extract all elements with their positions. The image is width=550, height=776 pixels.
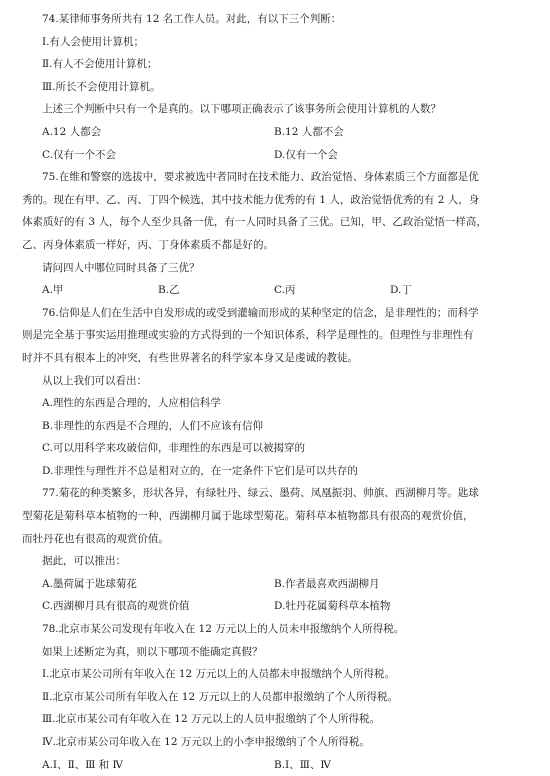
- q75-option-a[interactable]: A.甲: [42, 284, 64, 297]
- q75-option-d[interactable]: D.丁: [390, 284, 412, 297]
- q75-line-2: 秀的。现在有甲、乙、丙、丁四个候选，其中技术能力优秀的有 1 人，政治觉悟优秀的有 2 人，身: [22, 193, 480, 206]
- q76-line-2: 则是完全基于事实运用推理或实验的方式得到的一个知识体系，科学是理性的。但理性与非理性有: [22, 329, 474, 342]
- q75-options-row: [22, 279, 528, 302]
- q76-question: 从以上我们可以看出：: [42, 374, 147, 387]
- q77-option-d[interactable]: D.牡丹花属菊科草本植物: [274, 600, 391, 613]
- q75-option-b[interactable]: B.乙: [158, 284, 180, 297]
- q75-question: 请问四人中哪位同时具备了三优？: [42, 261, 200, 274]
- q74-judgment-3: Ⅲ.所长不会使用计算机。: [42, 80, 161, 93]
- q74-judgment-1: Ⅰ.有人会使用计算机；: [42, 35, 144, 48]
- q74-option-a[interactable]: A.12 人都会: [42, 125, 102, 138]
- q77-option-c[interactable]: C.西湖柳月具有很高的观赏价值: [42, 600, 190, 613]
- q74-option-b[interactable]: B.12 人都不会: [274, 125, 344, 138]
- q74-option-d[interactable]: D.仅有一个会: [274, 148, 338, 161]
- q74-question: 上述三个判断中只有一个是真的。以下哪项正确表示了该事务所会使用计算机的人数？: [42, 103, 441, 116]
- q78-item-2: Ⅱ.北京市某公司所有年收入在 12 万元以上的人员都申报缴纳了个人所得税。: [42, 690, 399, 703]
- q78-option-a[interactable]: A.Ⅰ、Ⅱ、Ⅲ 和 Ⅳ: [42, 758, 123, 771]
- q76-option-b[interactable]: B.非理性的东西是不合理的，人们不应该有信仰: [42, 419, 264, 432]
- q74-option-c[interactable]: C.仅有一个不会: [42, 148, 116, 161]
- q77-options-row-1: [22, 573, 528, 596]
- q77-option-a[interactable]: A.墨荷属于匙球菊花: [42, 577, 137, 590]
- q75-line-1: 75.在维和警察的选拔中，要求被选中者同时在技术能力、政治觉悟、身体素质三个方面都是优: [42, 171, 479, 184]
- q74-stem: 74.某律师事务所共有 12 名工作人员。对此，有以下三个判断：: [42, 13, 342, 25]
- q77-question: 据此，可以推出：: [42, 555, 126, 568]
- q77-line-1: 77.菊花的种类繁多，形状各异，有绿牡丹、绿云、墨荷、凤凰振羽、帅旗、西湖柳月等。匙球: [42, 487, 479, 500]
- q75-line-4: 乙、丙身体素质一样好，丙、丁身体素质不都是好的。: [22, 238, 274, 251]
- q74-options-row-2: [22, 144, 528, 167]
- q75-option-c[interactable]: C.丙: [274, 284, 296, 297]
- q78-question: 如果上述断定为真，则以下哪项不能确定真假？: [42, 645, 263, 658]
- q78-item-4: Ⅳ.北京市某公司年收入在 12 万元以上的小李申报缴纳了个人所得税。: [42, 736, 370, 748]
- q78-item-3: Ⅲ.北京市某公司有年收入在 12 万元以上的人员申报缴纳了个人所得税。: [42, 713, 380, 726]
- q78-item-1: Ⅰ.北京市某公司所有年收入在 12 万元以上的人员都未申报缴纳个人所得税。: [42, 668, 396, 681]
- q78-stem: 78.北京市某公司发现有年收入在 12 万元以上的人员未申报缴纳个人所得税。: [42, 623, 405, 636]
- q77-line-3: 而牡丹花也有很高的观赏价值。: [22, 532, 169, 545]
- q74-judgment-2: Ⅱ.有人不会使用计算机；: [42, 58, 158, 71]
- q76-option-d[interactable]: D.非理性与理性并不总是相对立的，在一定条件下它们是可以共存的: [42, 464, 358, 477]
- q77-line-2: 型菊花是菊科草本植物的一种，西湖柳月属于匙球型菊花。菊科草本植物都具有很高的观赏价值，: [22, 510, 474, 523]
- q76-line-1: 76.信仰是人们在生活中自发形成的或受到灌输而形成的某种坚定的信念，是非理性的；而科学: [42, 306, 479, 319]
- q75-line-3: 体素质好的有 3 人，每个人至少具备一优，有一人同时具备了三优。已知，甲、乙政治觉悟一样高，: [22, 216, 487, 229]
- q78-options-row: [22, 754, 528, 776]
- q76-option-a[interactable]: A.理性的东西是合理的，人应相信科学: [42, 397, 221, 410]
- q77-option-b[interactable]: B.作者最喜欢西湖柳月: [274, 577, 380, 590]
- q76-option-c[interactable]: C.可以用科学来攻破信仰，非理性的东西是可以被揭穿的: [42, 442, 305, 455]
- q74-options-row-1: [22, 121, 528, 144]
- q76-line-3: 时并不具有根本上的冲突，有些世界著名的科学家本身又是虔诚的教徒。: [22, 351, 358, 364]
- q77-options-row-2: [22, 595, 528, 618]
- q78-option-b[interactable]: B.Ⅰ、Ⅲ、Ⅳ: [274, 758, 331, 771]
